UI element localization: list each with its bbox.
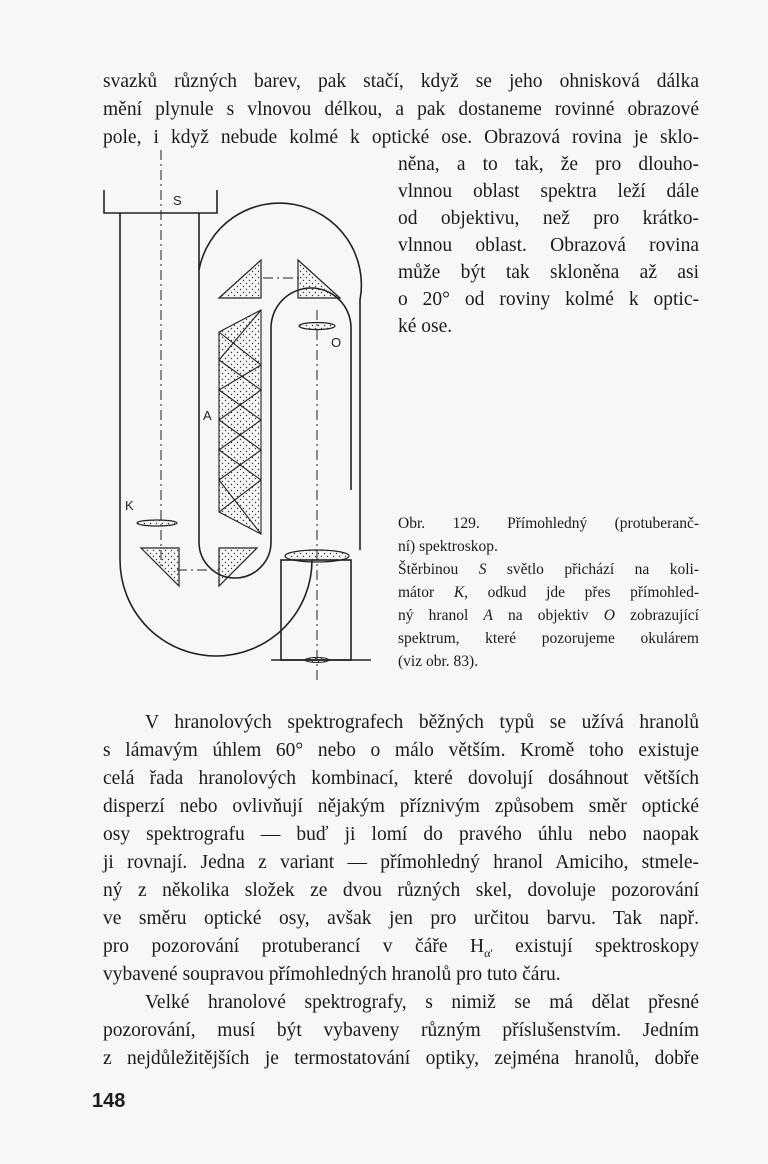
spectroscope-figure: [95, 150, 375, 690]
text-line: vlnnou oblast spektra leží dále: [398, 181, 699, 202]
figure-caption-line: ný hranol A na objektiv O zobrazující: [398, 607, 699, 624]
text-line: V hranolových spektrografech běžných typů se užívá hranolů: [145, 712, 699, 733]
text-line: pro pozorování protuberancí v čáře $H_{\alpha'}$ existují spektroskopy: [103, 936, 699, 960]
text-line: od objektivu, než pro krátko-: [398, 208, 699, 229]
label-slit: S: [173, 193, 182, 208]
text-line: vlnnou oblast. Obrazová rovina: [398, 235, 699, 256]
text-line: mění plynule s vlnovou délkou, a pak dostaneme rovinné obrazové: [103, 99, 699, 120]
direct-vision-prism: [219, 310, 261, 534]
text-line: ve směru optické osy, avšak jen pro určitou barvu. Tak např.: [103, 908, 699, 929]
label-collimator: K: [125, 498, 134, 513]
collimator-lens: [137, 520, 177, 526]
text-line: vybavené soupravou přímohledných hranolů pro tuto čáru.: [103, 964, 561, 985]
tube-outer-left: [120, 213, 312, 656]
text-line: ji rovnají. Jedna z variant — přímohledný hranol Amiciho, stmele-: [103, 852, 699, 873]
figure-caption-line: Štěrbinou S světlo přichází na koli-: [398, 561, 699, 578]
figure-caption-line: spektrum, které pozorujeme okulárem: [398, 630, 699, 647]
figure-caption-title: ní) spektroskop.: [398, 538, 498, 555]
eyepiece-tube: [281, 560, 351, 660]
text-line: celá řada hranolových kombinací, které dovolují dosáhnout větších: [103, 768, 699, 789]
text-line: disperzí nebo ovlivňují nějakým příznivým způsobem směr optické: [103, 796, 699, 817]
text-line: z nejdůležitějších je termostatování optiky, zejména hranolů, dobře: [103, 1048, 699, 1069]
text-line: s lámavým úhlem 60° nebo o málo větším. Kromě toho existuje: [103, 740, 699, 761]
text-line: ké ose.: [398, 316, 453, 337]
text-line: osy spektrografu — buď ji lomí do pravého úhlu nebo naopak: [103, 824, 699, 845]
text-line: může být tak skloněna až asi: [398, 262, 699, 283]
label-objective: O: [331, 335, 342, 350]
text-line: pole, i když nebude kolmé k optické ose. Obrazová rovina je sklo-: [103, 127, 699, 148]
text-line: ný z několika složek ze dvou různých skel, dovoluje pozorování: [103, 880, 699, 901]
figure-caption-line: mátor K, odkud jde přes přímohled-: [398, 584, 700, 601]
page-number: 148: [92, 1090, 126, 1112]
text-line: o 20° od roviny kolmé k optic-: [398, 289, 699, 310]
figure-caption-title: Obr. 129. Přímohledný (protuberanč-: [398, 515, 699, 532]
text-line: Velké hranolové spektrografy, s nimiž se má dělat přesné: [145, 992, 699, 1013]
label-prism: A: [203, 408, 212, 423]
text-line: pozorování, musí být vybaveny různým příslušenstvím. Jedním: [103, 1020, 699, 1041]
text-line: svazků různých barev, pak stačí, když se jeho ohnisková dálka: [103, 71, 699, 92]
eyepiece-lens: [285, 550, 349, 562]
figure-caption-line: (viz obr. 83).: [398, 653, 479, 670]
objective-lens: [299, 323, 335, 330]
text-line: něna, a to tak, že pro dlouho-: [398, 154, 699, 175]
